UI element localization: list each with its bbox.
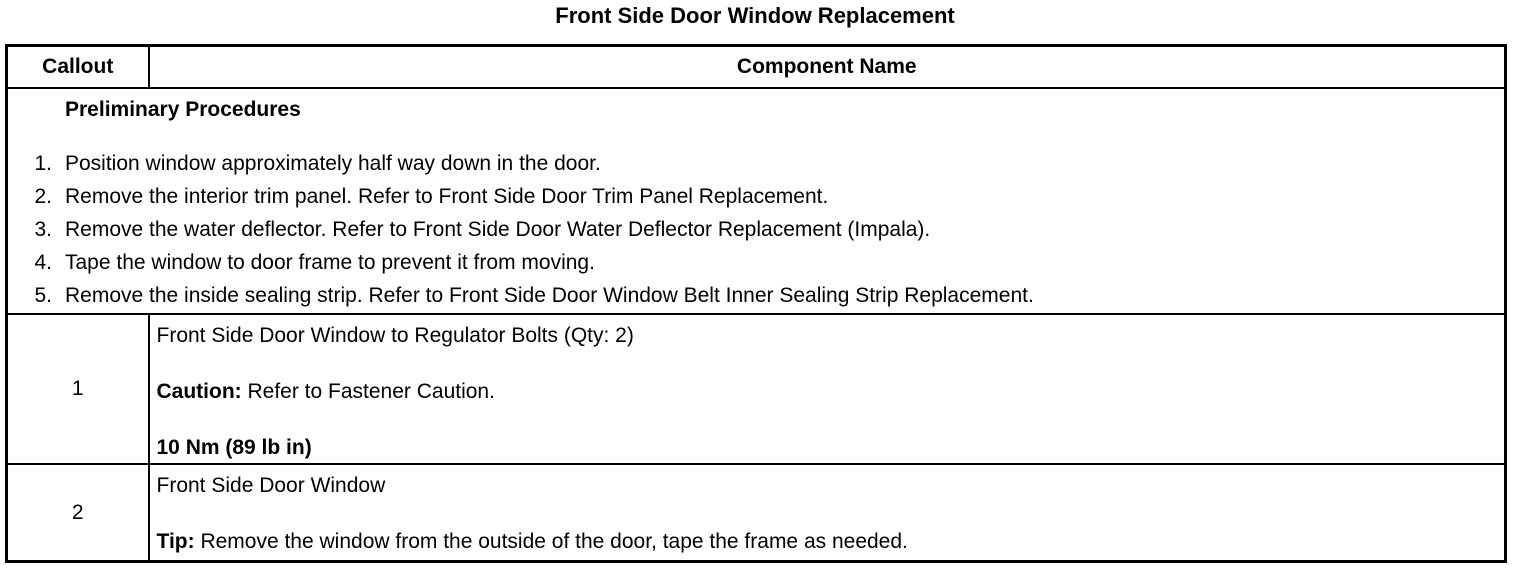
list-item bbox=[8, 180, 1504, 213]
component-name: Front Side Door Window to Regulator Bolts (Qty: 2) bbox=[156, 324, 634, 347]
step-text: Position window approximately half way down in the door. bbox=[65, 152, 601, 175]
caution-label: Caution: bbox=[156, 380, 242, 403]
component-cell bbox=[149, 314, 1506, 464]
header-component-name: Component Name bbox=[149, 46, 1506, 89]
table-header-row bbox=[7, 46, 1506, 89]
preliminary-heading: Preliminary Procedures bbox=[65, 98, 301, 121]
caution-note bbox=[157, 379, 1505, 405]
step-number: 4. bbox=[34, 251, 52, 274]
tip-text: Remove the window from the outside of the door, tape the frame as needed. bbox=[194, 530, 908, 553]
table-row bbox=[7, 314, 1506, 464]
preliminary-cell bbox=[7, 88, 1506, 314]
component-name: Front Side Door Window bbox=[156, 474, 386, 497]
callout-number: 2 bbox=[7, 464, 149, 562]
list-item bbox=[8, 246, 1504, 279]
step-number: 2. bbox=[34, 185, 52, 208]
callout-number: 1 bbox=[7, 314, 149, 464]
page-title: Front Side Door Window Replacement bbox=[555, 3, 955, 28]
torque-spec: 10 Nm (89 lb in) bbox=[156, 436, 312, 459]
preliminary-row bbox=[7, 88, 1506, 314]
step-text: Remove the water deflector. Refer to Front Side Door Water Deflector Replacement (Impala). bbox=[65, 218, 931, 241]
step-number: 5. bbox=[34, 284, 52, 307]
tip-label: Tip: bbox=[156, 530, 195, 553]
step-number: 1. bbox=[34, 152, 52, 175]
list-item bbox=[8, 213, 1504, 246]
preliminary-steps bbox=[8, 147, 1504, 312]
step-text: Remove the interior trim panel. Refer to Front Side Door Trim Panel Replacement. bbox=[65, 185, 829, 208]
list-item bbox=[8, 279, 1504, 312]
table-row bbox=[7, 464, 1506, 562]
step-text: Tape the window to door frame to prevent it from moving. bbox=[65, 251, 595, 274]
tip-note bbox=[157, 529, 1505, 555]
header-callout: Callout bbox=[7, 46, 149, 89]
step-number: 3. bbox=[34, 218, 52, 241]
component-cell bbox=[149, 464, 1506, 562]
list-item bbox=[8, 147, 1504, 180]
step-text: Remove the inside sealing strip. Refer to Front Side Door Window Belt Inner Sealing Strip Replacement. bbox=[65, 284, 1034, 307]
caution-text: Refer to Fastener Caution. bbox=[241, 380, 495, 403]
procedure-table bbox=[5, 44, 1507, 563]
